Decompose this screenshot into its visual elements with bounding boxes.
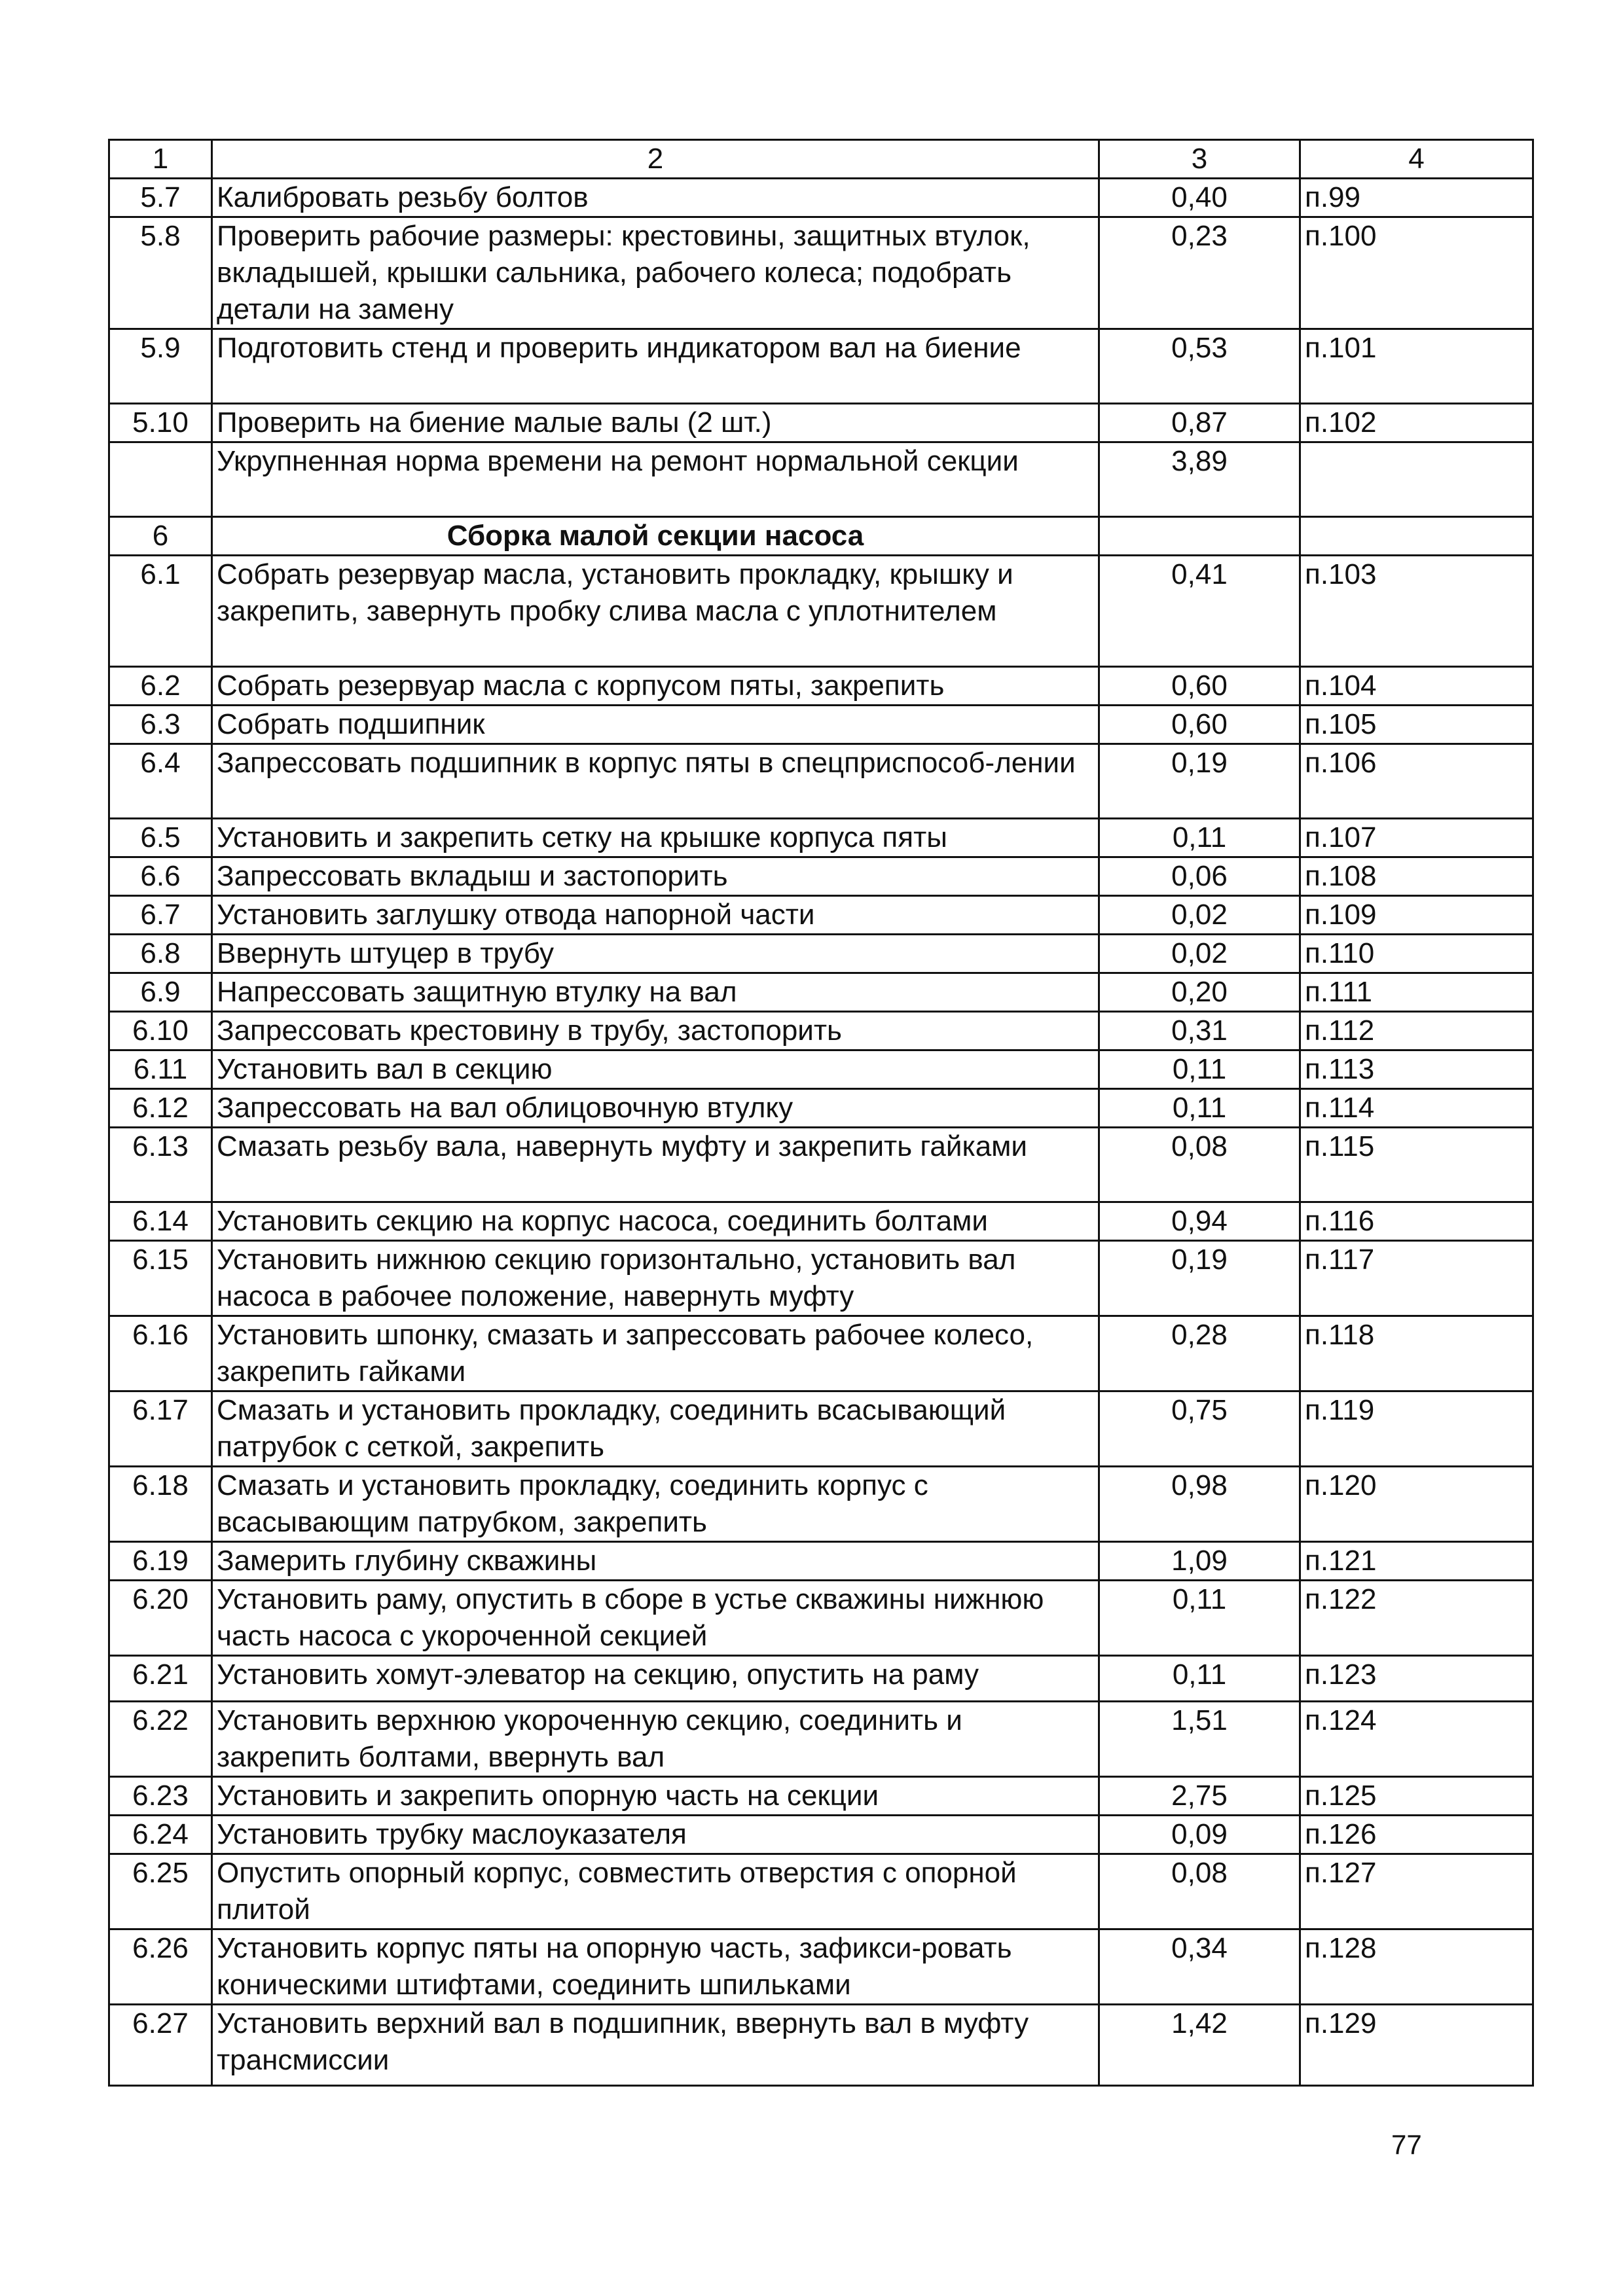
- reference-cell: п.112: [1300, 1012, 1533, 1050]
- reference-cell: п.125: [1300, 1777, 1533, 1816]
- operation-text-cell: Установить и закрепить сетку на крышке корпуса пяты: [212, 819, 1099, 857]
- table-row: [109, 1202, 1533, 1241]
- time-norm-cell: 0,11: [1099, 819, 1300, 857]
- time-norm-cell: 0,08: [1099, 1854, 1300, 1929]
- row-number-cell: 6.4: [109, 744, 212, 819]
- reference-cell: п.104: [1300, 667, 1533, 706]
- table-row: [109, 667, 1533, 706]
- table-row: [109, 857, 1533, 896]
- time-norm-cell: 0,11: [1099, 1050, 1300, 1089]
- time-norm-cell: 0,60: [1099, 667, 1300, 706]
- row-number-cell: 6.23: [109, 1777, 212, 1816]
- reference-cell: п.119: [1300, 1391, 1533, 1467]
- table-row: [109, 1777, 1533, 1816]
- time-norm-cell: 0,34: [1099, 1929, 1300, 2005]
- reference-cell: п.111: [1300, 973, 1533, 1012]
- table-row: [109, 1050, 1533, 1089]
- row-number-cell: 6.25: [109, 1854, 212, 1929]
- reference-cell: п.107: [1300, 819, 1533, 857]
- operation-text-cell: Запрессовать крестовину в трубу, застопорить: [212, 1012, 1099, 1050]
- reference-cell: п.108: [1300, 857, 1533, 896]
- row-number-cell: 6: [109, 517, 212, 556]
- time-norm-cell: 0,11: [1099, 1581, 1300, 1656]
- table-row: [109, 1467, 1533, 1542]
- operation-text-cell: Собрать резервуар масла с корпусом пяты, закрепить: [212, 667, 1099, 706]
- operation-text-cell: Подготовить стенд и проверить индикатором вал на биение: [212, 329, 1099, 404]
- time-norm-cell: 0,40: [1099, 179, 1300, 217]
- table-row: [109, 1089, 1533, 1128]
- table-row: [109, 556, 1533, 667]
- reference-cell: п.124: [1300, 1702, 1533, 1777]
- operation-text-cell: Замерить глубину скважины: [212, 1542, 1099, 1581]
- operation-text-cell: Опустить опорный корпус, совместить отверстия с опорной плитой: [212, 1854, 1099, 1929]
- operation-text-cell: Смазать и установить прокладку, соединить корпус с всасывающим патрубком, закрепить: [212, 1467, 1099, 1542]
- time-norm-cell: 0,98: [1099, 1467, 1300, 1542]
- operation-text-cell: Установить верхнюю укороченную секцию, соединить и закрепить болтами, ввернуть вал: [212, 1702, 1099, 1777]
- row-number-cell: 6.8: [109, 935, 212, 973]
- time-norm-cell: 0,06: [1099, 857, 1300, 896]
- table-row: [109, 2005, 1533, 2086]
- row-number-cell: 6.17: [109, 1391, 212, 1467]
- time-norm-cell: 1,42: [1099, 2005, 1300, 2086]
- reference-cell: п.113: [1300, 1050, 1533, 1089]
- table-row: [109, 1816, 1533, 1854]
- operation-text-cell: Проверить на биение малые валы (2 шт.): [212, 404, 1099, 442]
- operation-text-cell: Установить раму, опустить в сборе в устье скважины нижнюю часть насоса с укороченной секцией: [212, 1581, 1099, 1656]
- reference-cell: п.126: [1300, 1816, 1533, 1854]
- table-row: [109, 1241, 1533, 1316]
- time-norm-cell: 0,02: [1099, 896, 1300, 935]
- time-norm-cell: 2,75: [1099, 1777, 1300, 1816]
- time-norm-cell: 0,02: [1099, 935, 1300, 973]
- table-row: [109, 973, 1533, 1012]
- time-norm-cell: 0,28: [1099, 1316, 1300, 1391]
- reference-cell: п.122: [1300, 1581, 1533, 1656]
- operation-text-cell: Запрессовать подшипник в корпус пяты в спецприспособ-лении: [212, 744, 1099, 819]
- header-col-2: 2: [212, 140, 1099, 179]
- operation-text-cell: Собрать подшипник: [212, 706, 1099, 744]
- reference-cell: п.106: [1300, 744, 1533, 819]
- operation-text-cell: Напрессовать защитную втулку на вал: [212, 973, 1099, 1012]
- table-row: [109, 1581, 1533, 1656]
- table-row: [109, 442, 1533, 517]
- row-number-cell: 5.9: [109, 329, 212, 404]
- row-number-cell: 6.9: [109, 973, 212, 1012]
- time-norm-cell: 0,19: [1099, 744, 1300, 819]
- reference-cell: п.127: [1300, 1854, 1533, 1929]
- operation-text-cell: Установить шпонку, смазать и запрессовать рабочее колесо, закрепить гайками: [212, 1316, 1099, 1391]
- operation-text-cell: Установить заглушку отвода напорной части: [212, 896, 1099, 935]
- operation-text-cell: Установить нижнюю секцию горизонтально, установить вал насоса в рабочее положение, навернуть муфту: [212, 1241, 1099, 1316]
- row-number-cell: 6.19: [109, 1542, 212, 1581]
- operation-text-cell: Установить хомут-элеватор на секцию, опустить на раму: [212, 1656, 1099, 1702]
- row-number-cell: 6.16: [109, 1316, 212, 1391]
- table-row: [109, 1012, 1533, 1050]
- reference-cell: п.100: [1300, 217, 1533, 329]
- table-row: [109, 819, 1533, 857]
- time-norm-cell: 0,53: [1099, 329, 1300, 404]
- row-number-cell: 6.11: [109, 1050, 212, 1089]
- table-header-row: [109, 140, 1533, 179]
- operation-text-cell: Укрупненная норма времени на ремонт нормальной секции: [212, 442, 1099, 517]
- row-number-cell: 6.3: [109, 706, 212, 744]
- operation-text-cell: Установить верхний вал в подшипник, ввернуть вал в муфту трансмиссии: [212, 2005, 1099, 2086]
- reference-cell: п.99: [1300, 179, 1533, 217]
- section-heading-row: [109, 517, 1533, 556]
- reference-cell: [1300, 442, 1533, 517]
- time-norm-cell: 0,08: [1099, 1128, 1300, 1202]
- time-norm-cell: 1,09: [1099, 1542, 1300, 1581]
- row-number-cell: 6.14: [109, 1202, 212, 1241]
- row-number-cell: 6.22: [109, 1702, 212, 1777]
- row-number-cell: 6.13: [109, 1128, 212, 1202]
- time-norm-cell: 0,94: [1099, 1202, 1300, 1241]
- table-row: [109, 1656, 1533, 1702]
- table-row: [109, 179, 1533, 217]
- row-number-cell: 6.15: [109, 1241, 212, 1316]
- time-norm-cell: 0,11: [1099, 1656, 1300, 1702]
- table-row: [109, 1542, 1533, 1581]
- time-norm-cell: 0,23: [1099, 217, 1300, 329]
- operation-text-cell: Установить трубку маслоуказателя: [212, 1816, 1099, 1854]
- time-norm-cell: 0,20: [1099, 973, 1300, 1012]
- header-col-4: 4: [1300, 140, 1533, 179]
- time-norm-cell: 0,60: [1099, 706, 1300, 744]
- time-norm-cell: 0,31: [1099, 1012, 1300, 1050]
- row-number-cell: 6.21: [109, 1656, 212, 1702]
- table-row: [109, 1929, 1533, 2005]
- operation-text-cell: Проверить рабочие размеры: крестовины, защитных втулок, вкладышей, крышки сальника, рабочего колеса; подобрать детали на замену: [212, 217, 1099, 329]
- reference-cell: п.129: [1300, 2005, 1533, 2086]
- row-number-cell: 6.24: [109, 1816, 212, 1854]
- reference-cell: п.101: [1300, 329, 1533, 404]
- row-number-cell: 6.5: [109, 819, 212, 857]
- operation-text-cell: Собрать резервуар масла, установить прокладку, крышку и закрепить, завернуть пробку слива масла с уплотнителем: [212, 556, 1099, 667]
- reference-cell: п.120: [1300, 1467, 1533, 1542]
- table-row: [109, 896, 1533, 935]
- operation-text-cell: Установить секцию на корпус насоса, соединить болтами: [212, 1202, 1099, 1241]
- table-row: [109, 744, 1533, 819]
- operation-text-cell: Смазать и установить прокладку, соединить всасывающий патрубок с сеткой, закрепить: [212, 1391, 1099, 1467]
- time-norm-cell: 0,09: [1099, 1816, 1300, 1854]
- row-number-cell: 6.2: [109, 667, 212, 706]
- reference-cell: п.109: [1300, 896, 1533, 935]
- time-norm-cell: 0,87: [1099, 404, 1300, 442]
- section-title-cell: Сборка малой секции насоса: [212, 517, 1099, 556]
- table-row: [109, 217, 1533, 329]
- row-number-cell: 6.1: [109, 556, 212, 667]
- row-number-cell: 6.26: [109, 1929, 212, 2005]
- time-norm-cell: 0,75: [1099, 1391, 1300, 1467]
- row-number-cell: 5.8: [109, 217, 212, 329]
- operation-text-cell: Установить корпус пяты на опорную часть, зафикси-ровать коническими штифтами, соединить шпильками: [212, 1929, 1099, 2005]
- row-number-cell: 5.7: [109, 179, 212, 217]
- reference-cell: [1300, 517, 1533, 556]
- table-row: [109, 1391, 1533, 1467]
- table-row: [109, 1854, 1533, 1929]
- reference-cell: п.123: [1300, 1656, 1533, 1702]
- page-number: 77: [1391, 2129, 1422, 2160]
- time-norm-cell: 0,19: [1099, 1241, 1300, 1316]
- operation-text-cell: Установить и закрепить опорную часть на секции: [212, 1777, 1099, 1816]
- operation-text-cell: Калибровать резьбу болтов: [212, 179, 1099, 217]
- operation-text-cell: Ввернуть штуцер в трубу: [212, 935, 1099, 973]
- header-col-3: 3: [1099, 140, 1300, 179]
- table-row: [109, 706, 1533, 744]
- table-row: [109, 935, 1533, 973]
- table-row: [109, 404, 1533, 442]
- operation-text-cell: Смазать резьбу вала, навернуть муфту и закрепить гайками: [212, 1128, 1099, 1202]
- reference-cell: п.102: [1300, 404, 1533, 442]
- row-number-cell: 6.20: [109, 1581, 212, 1656]
- reference-cell: п.117: [1300, 1241, 1533, 1316]
- row-number-cell: [109, 442, 212, 517]
- reference-cell: п.115: [1300, 1128, 1533, 1202]
- row-number-cell: 6.27: [109, 2005, 212, 2086]
- table-row: [109, 1702, 1533, 1777]
- row-number-cell: 6.7: [109, 896, 212, 935]
- time-norm-cell: 0,11: [1099, 1089, 1300, 1128]
- row-number-cell: 6.18: [109, 1467, 212, 1542]
- row-number-cell: 5.10: [109, 404, 212, 442]
- row-number-cell: 6.6: [109, 857, 212, 896]
- time-norm-cell: 3,89: [1099, 442, 1300, 517]
- operation-text-cell: Запрессовать вкладыш и застопорить: [212, 857, 1099, 896]
- reference-cell: п.128: [1300, 1929, 1533, 2005]
- time-norm-cell: 0,41: [1099, 556, 1300, 667]
- time-norms-table: [108, 139, 1534, 2087]
- row-number-cell: 6.10: [109, 1012, 212, 1050]
- table-row: [109, 329, 1533, 404]
- row-number-cell: 6.12: [109, 1089, 212, 1128]
- reference-cell: п.121: [1300, 1542, 1533, 1581]
- table-row: [109, 1128, 1533, 1202]
- operation-text-cell: Установить вал в секцию: [212, 1050, 1099, 1089]
- time-norm-cell: [1099, 517, 1300, 556]
- time-norm-cell: 1,51: [1099, 1702, 1300, 1777]
- reference-cell: п.118: [1300, 1316, 1533, 1391]
- header-col-1: 1: [109, 140, 212, 179]
- reference-cell: п.110: [1300, 935, 1533, 973]
- reference-cell: п.103: [1300, 556, 1533, 667]
- reference-cell: п.114: [1300, 1089, 1533, 1128]
- table-row: [109, 1316, 1533, 1391]
- operation-text-cell: Запрессовать на вал облицовочную втулку: [212, 1089, 1099, 1128]
- reference-cell: п.116: [1300, 1202, 1533, 1241]
- reference-cell: п.105: [1300, 706, 1533, 744]
